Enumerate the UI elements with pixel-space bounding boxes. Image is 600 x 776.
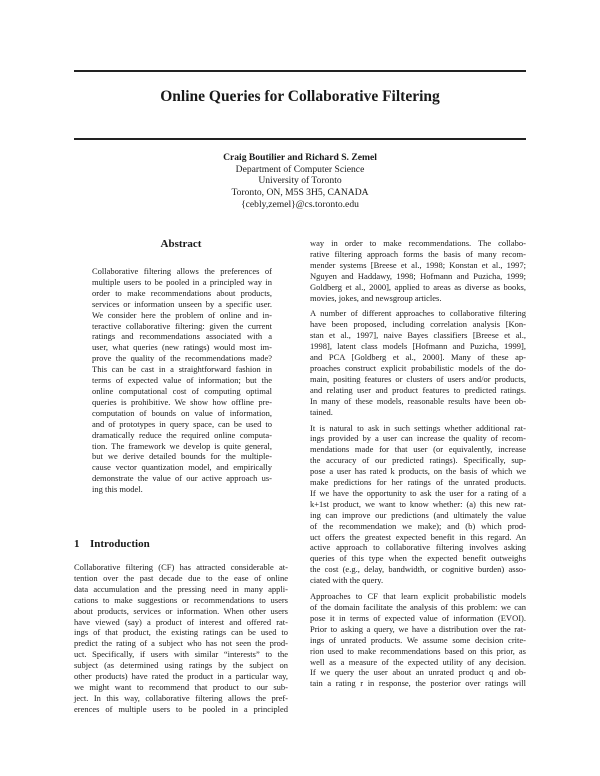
text-line: services or information unseen by a specific user. bbox=[92, 298, 272, 309]
text-line: uct offers the greatest expected benefit in this regard. An bbox=[310, 531, 526, 542]
text-line: have been proposed, including correlation analysis [Kon- bbox=[310, 319, 526, 330]
text-line: we might want to recommend that product to our sub- bbox=[74, 681, 288, 692]
text-line: Nguyen and Haddawy, 1998; Hofmann and Puzicha, 1999; bbox=[310, 270, 526, 281]
text-line: ings provided by a user can increase the quality of recom- bbox=[310, 433, 526, 444]
title-rule-bottom bbox=[74, 138, 526, 140]
text-line: terms of expected value of information; but the bbox=[92, 375, 272, 386]
text-line: This can be cast in a straightforward fashion in bbox=[92, 364, 272, 375]
paper-title: Online Queries for Collaborative Filtering bbox=[160, 88, 440, 105]
text-line: queries is prohibitive. We show how offline pre- bbox=[92, 396, 272, 407]
text-line: ings of that product, the existing ratings can be used to bbox=[74, 627, 288, 638]
text-line: about products, services or information. When other users bbox=[74, 605, 288, 616]
affiliation-address: Toronto, ON, M5S 3H5, CANADA bbox=[231, 187, 369, 199]
text-line: computation of bounds on value of information, bbox=[92, 407, 272, 418]
text-line: If we have the opportunity to ask the user for a rating of a bbox=[310, 487, 526, 498]
text-line: If we query the user about an unrated product q and ob- bbox=[310, 667, 526, 678]
introduction-body bbox=[74, 562, 288, 715]
text-line: ing this model. bbox=[92, 484, 143, 495]
text-line: tention over the past decade due to the ease of online bbox=[74, 572, 288, 583]
text-line: tion. The framework we develop is quite general, bbox=[92, 440, 272, 451]
affiliation-department: Department of Computer Science bbox=[235, 163, 365, 175]
text-line: A number of different approaches to collaborative filtering bbox=[310, 308, 526, 319]
text-line: dramatically reduce the required online computa- bbox=[92, 429, 272, 440]
text-line: active approach to collaborative filtering involves asking bbox=[310, 542, 526, 553]
text-line: demonstrate the value of our active approach us- bbox=[92, 473, 272, 484]
text-line: uct. Specifically, if users with similar “interests” to the bbox=[74, 649, 288, 660]
text-line: Goldberg et al., 2000], applied to areas as diverse as books, bbox=[310, 281, 526, 292]
paragraph bbox=[310, 308, 526, 417]
text-line: rion used to make recommendations based on this prior, as bbox=[310, 645, 526, 656]
paragraph bbox=[310, 591, 526, 689]
text-line: order to make recommendations about products, bbox=[92, 287, 272, 298]
section-title: Introduction bbox=[90, 538, 150, 550]
text-line: Collaborative filtering (CF) has attracted considerable at- bbox=[74, 562, 288, 572]
text-line: multiple users to be pooled in a principled way in bbox=[92, 276, 272, 287]
author-block bbox=[0, 152, 600, 211]
text-line: proaches construct explicit probabilistic models of the do- bbox=[310, 362, 526, 373]
text-line: tained. bbox=[310, 406, 333, 417]
text-line: cations to make suggestions or recommendations to users bbox=[74, 594, 288, 605]
paragraph bbox=[310, 238, 526, 303]
affiliation-university: University of Toronto bbox=[258, 175, 342, 187]
text-line: movies, jokes, and newsgroup articles. bbox=[310, 292, 442, 303]
text-line: have viewed (say) a product of interest and offered rat- bbox=[74, 616, 288, 627]
text-line: main, positing features or clusters of users and/or products, bbox=[310, 373, 526, 384]
text-line: user, what queries (new ratings) would most im- bbox=[92, 342, 272, 353]
right-column-body bbox=[310, 238, 526, 694]
text-line: Collaborative filtering allows the preferences of bbox=[92, 266, 272, 276]
text-line: of the recommendation we make); and (b) which prod- bbox=[310, 520, 526, 531]
abstract-body bbox=[92, 266, 272, 495]
text-line: pose a user has rated k products, on the basis of which we bbox=[310, 466, 526, 477]
title-rule-top bbox=[74, 70, 526, 72]
text-line: teractive collaborative filtering: given the current bbox=[92, 320, 272, 331]
text-line: stan et al., 1997], naive Bayes classifiers [Breese et al., bbox=[310, 330, 526, 341]
text-line: and PCA [Goldberg et al., 2000]. Many of these ap- bbox=[310, 352, 526, 363]
author-email: {cebly,zemel}@cs.toronto.edu bbox=[241, 198, 359, 210]
text-line: and of prototypes in query space, can be used to bbox=[92, 418, 272, 429]
text-line: pose it in terms of expected value of information (EVOI). bbox=[310, 612, 526, 623]
text-line: mender systems [Breese et al., 1998; Konstan et al., 1997; bbox=[310, 259, 526, 270]
text-line: ings of unrated products. We assume some decision crite- bbox=[310, 634, 526, 645]
text-line: It is natural to ask in such settings whether additional rat- bbox=[310, 422, 526, 433]
text-line: ing can improve our predictions (and ultimately the value bbox=[310, 509, 526, 520]
text-line: We consider here the problem of online and in- bbox=[92, 309, 272, 320]
text-line: Prior to asking a query, we have a distribution over the rat- bbox=[310, 623, 526, 634]
text-line: the cost (e.g., delay, bandwidth, or cognitive burden) asso- bbox=[310, 564, 526, 575]
text-line: erences of multiple users to be pooled in a principled bbox=[74, 703, 288, 714]
text-line: but we derive detailed bounds for the multiple- bbox=[92, 451, 272, 462]
text-line: data accumulation and the pressing need in many appli- bbox=[74, 583, 288, 594]
text-line: ratings and recommendations associated with a bbox=[92, 331, 272, 342]
text-line: of the domain facilitate the analysis of this problem: we can bbox=[310, 602, 526, 612]
text-line: and relating user and product features to predicted ratings. bbox=[310, 384, 526, 395]
section-number: 1 bbox=[74, 538, 80, 550]
text-line: online computational cost of computing optimal bbox=[92, 385, 272, 396]
section-heading-introduction bbox=[74, 538, 150, 550]
text-line: subject (as determined using ratings by the subject on bbox=[74, 660, 288, 671]
text-line: ciated with the query. bbox=[310, 575, 384, 586]
text-line: ject. In this way, collaborative filtering allows the pref- bbox=[74, 692, 288, 703]
text-line: Approaches to CF that learn explicit probabilistic models bbox=[310, 591, 526, 602]
paragraph bbox=[310, 423, 526, 587]
abstract-heading: Abstract bbox=[160, 238, 202, 250]
text-line: rative filtering approach forms the basis of many recom- bbox=[310, 248, 526, 259]
text-line: make predictions for her ratings of the unrated products. bbox=[310, 477, 526, 488]
text-line: prove the quality of the recommendations made? bbox=[92, 353, 272, 364]
text-line: well as a measure of the expected utility of any decision. bbox=[310, 656, 526, 667]
text-line: tain a rating r in response, the posterior over ratings will bbox=[310, 678, 526, 689]
text-line: predict the rating of a subject who has not seen the prod- bbox=[74, 638, 288, 649]
author-names: Craig Boutilier and Richard S. Zemel bbox=[223, 152, 377, 163]
text-line: In many of these models, reasonable results have been ob- bbox=[310, 395, 526, 406]
text-line: cause vector quantization model, and empirically bbox=[92, 462, 272, 473]
text-line: queries of this type when the expected benefit outweighs bbox=[310, 553, 526, 564]
text-line: k+1st product, we want to know whether: (a) this new rat- bbox=[310, 498, 526, 509]
text-line: the accuracy of our predicted ratings). Specifically, sup- bbox=[310, 455, 526, 466]
text-line: other products) have rated the product in a particular way, bbox=[74, 671, 288, 682]
text-line: mendations made for that user (or equivalently, increase bbox=[310, 444, 526, 455]
text-line: way in order to make recommendations. The collabo- bbox=[310, 238, 526, 248]
text-line: 1998], latent class models [Hofmann and Puzicha, 1999], bbox=[310, 341, 526, 352]
